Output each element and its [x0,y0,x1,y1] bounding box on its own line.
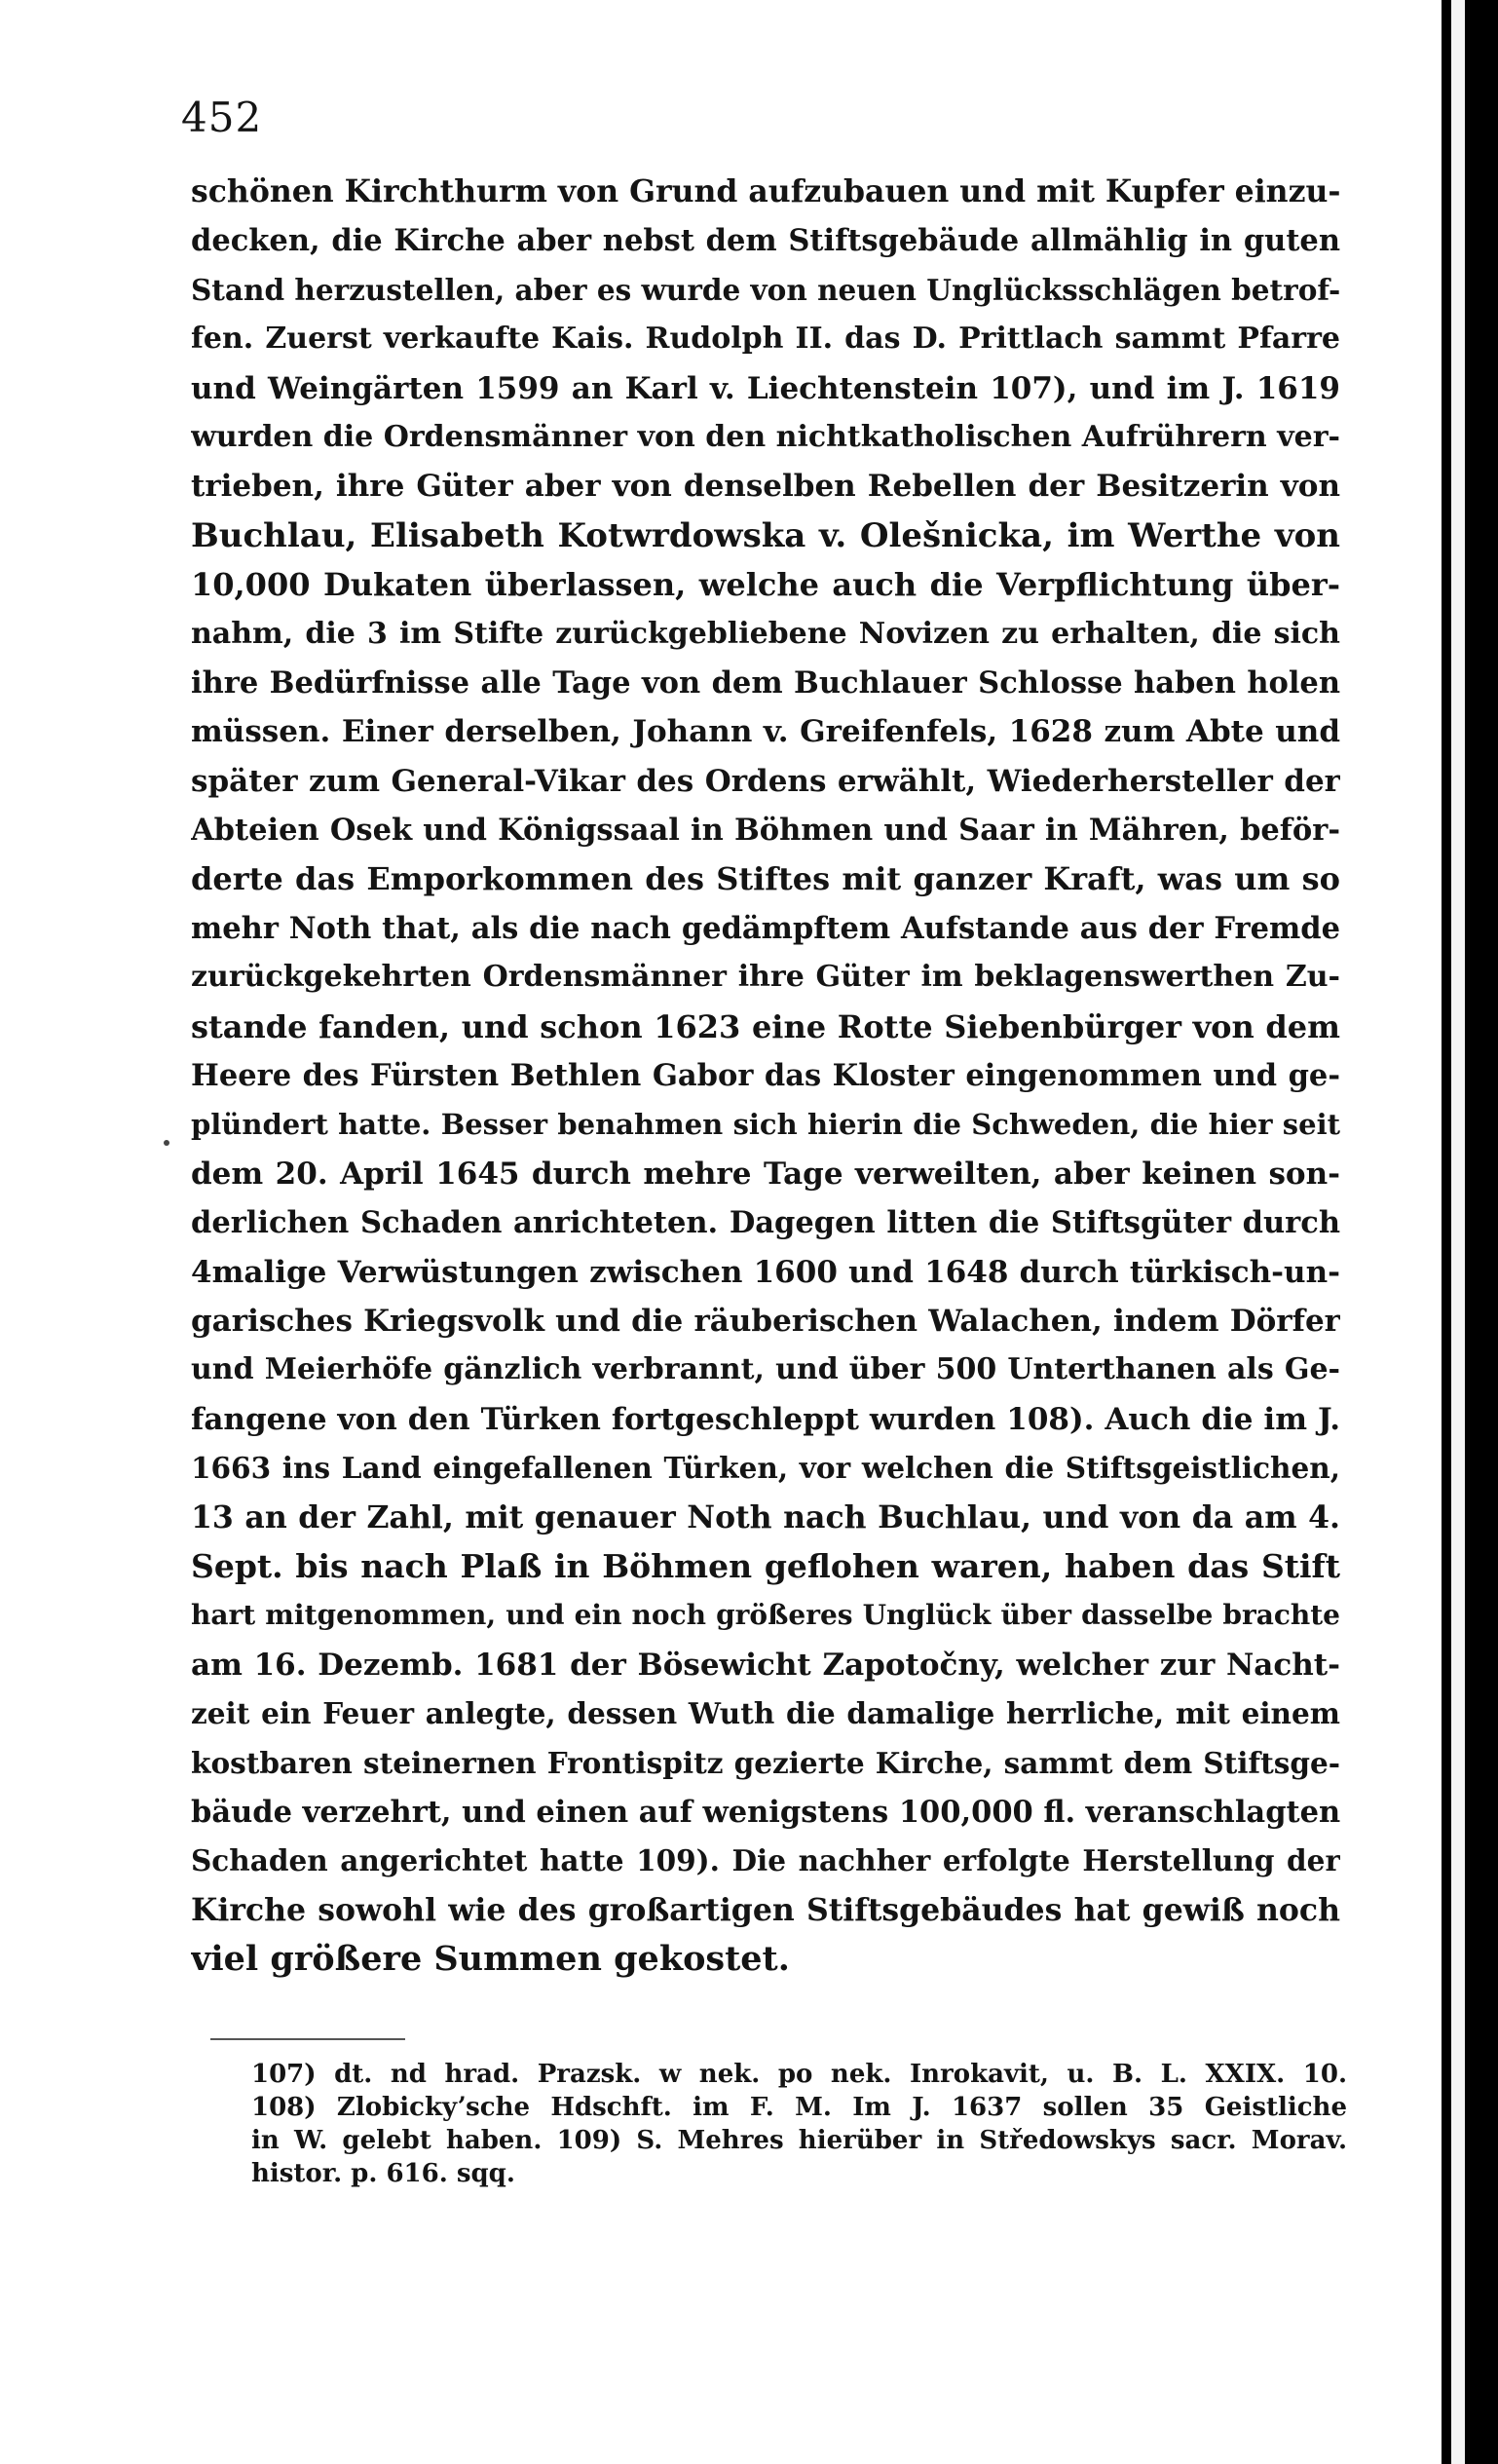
text-line: am 16. Dezemb. 1681 der Bösewicht Zapotočny, welcher zur Nacht- [191,1647,1340,1683]
text-line: viel größere Summen gekostet. [191,1939,790,1980]
text-line: Buchlau, Elisabeth Kotwrdowska v. Olešnicka, im Werthe von [191,515,1340,555]
text-line: müssen. Einer derselben, Johann v. Greifenfels, 1628 zum Abte und [191,714,1340,750]
text-line: 13 an der Zahl, mit genauer Noth nach Buchlau, und von da am 4. [191,1498,1340,1535]
text-line: dem 20. April 1645 durch mehre Tage verweilten, aber keinen son- [191,1156,1340,1192]
scan-border-highlight [1451,0,1465,2464]
footnotes [251,2058,1347,2190]
text-line: Schaden angerichtet hatte 109). Die nachher erfolgte Herstellung der [191,1843,1340,1878]
text-line: Sept. bis nach Plaß in Böhmen geflohen waren, haben das Stift [191,1546,1340,1585]
text-line: ihre Bedürfnisse alle Tage von dem Buchlauer Schlosse haben holen [191,664,1340,701]
text-line: fangene von den Türken fortgeschleppt wurden 108). Auch die im J. [191,1401,1340,1437]
text-line: Abteien Osek und Königssaal in Böhmen und Saar in Mähren, beför- [191,813,1340,849]
text-line: stande fanden, und schon 1623 eine Rotte Siebenbürger von dem [191,1007,1340,1045]
text-line: später zum General-Vikar des Ordens erwählt, Wiederhersteller der [191,763,1340,799]
text-line: und Weingärten 1599 an Karl v. Liechtenstein 107), und im J. 1619 [191,370,1340,406]
text-line: garisches Kriegsvolk und die räuberischen Walachen, indem Dörfer [191,1303,1340,1339]
text-line: fen. Zuerst verkaufte Kais. Rudolph II. das D. Prittlach sammt Pfarre [191,322,1340,357]
scan-border [1442,0,1498,2464]
text-line: und Meierhöfe gänzlich verbrannt, und über 500 Unterthanen als Ge- [191,1352,1340,1387]
text-line: zeit ein Feuer anlegte, dessen Wuth die damalige herrliche, mit einem [191,1696,1340,1731]
text-line: 1663 ins Land eingefallenen Türken, vor welchen die Stiftsgeistlichen, [191,1451,1340,1486]
text-line: trieben, ihre Güter aber von denselben Rebellen der Besitzerin von [191,469,1340,505]
text-line: Heere des Fürsten Bethlen Gabor das Kloster eingenommen und ge- [191,1058,1340,1094]
text-line: decken, die Kirche aber nebst dem Stiftsgebäude allmählig in guten [191,223,1340,259]
text-line: 10,000 Dukaten überlassen, welche auch die Verpflichtung über- [191,566,1340,604]
text-line: derlichen Schaden anrichteten. Dagegen litten die Stiftsgüter durch [191,1205,1340,1241]
footnote-line: histor. p. 616. sqq. [251,2159,515,2188]
text-line: hart mitgenommen, und ein noch größeres Unglück über dasselbe brachte [191,1599,1340,1632]
margin-mark [164,1140,169,1146]
footnote-line: in W. gelebt haben. 109) S. Mehres hierüber in Středowskys sacr. Morav. [251,2126,1347,2155]
text-line: Kirche sowohl wie des großartigen Stiftsgebäudes hat gewiß noch [191,1891,1340,1928]
body-text [191,168,1340,1984]
text-line: 4malige Verwüstungen zwischen 1600 und 1648 durch türkisch-un- [191,1254,1340,1290]
text-line: derte das Emporkommen des Stiftes mit ganzer Kraft, was um so [191,860,1340,898]
footnote-divider [210,2038,405,2040]
text-line: kostbaren steinernen Frontispitz gezierte Kirche, sammt dem Stiftsge- [191,1745,1340,1780]
text-line: zurückgekehrten Ordensmänner ihre Güter im beklagenswerthen Zu- [191,960,1340,995]
text-line: bäude verzehrt, und einen auf wenigstens 100,000 fl. veranschlagten [191,1794,1340,1830]
text-line: wurden die Ordensmänner von den nichtkatholischen Aufrührern ver- [191,419,1340,454]
footnote-line: 107) dt. nd hrad. Prazsk. w nek. po nek. Inrokavit, u. B. L. XXIX. 10. [251,2060,1347,2089]
text-line: plündert hatte. Besser benahmen sich hierin die Schweden, die hier seit [191,1108,1340,1142]
text-line: schönen Kirchthurm von Grund aufzubauen und mit Kupfer einzu- [191,173,1340,209]
text-line: nahm, die 3 im Stifte zurückgebliebene Novizen zu erhalten, die sich [191,616,1340,651]
footnote-line: 108) Zlobickyʼsche Hdschft. im F. M. Im J. 1637 sollen 35 Geistliche [251,2093,1347,2122]
text-line: mehr Noth that, als die nach gedämpftem Aufstande aus der Fremde [191,910,1340,946]
text-line: Stand herzustellen, aber es wurde von neuen Unglücksschlägen betrof- [191,272,1340,307]
page-number: 452 [181,94,263,141]
